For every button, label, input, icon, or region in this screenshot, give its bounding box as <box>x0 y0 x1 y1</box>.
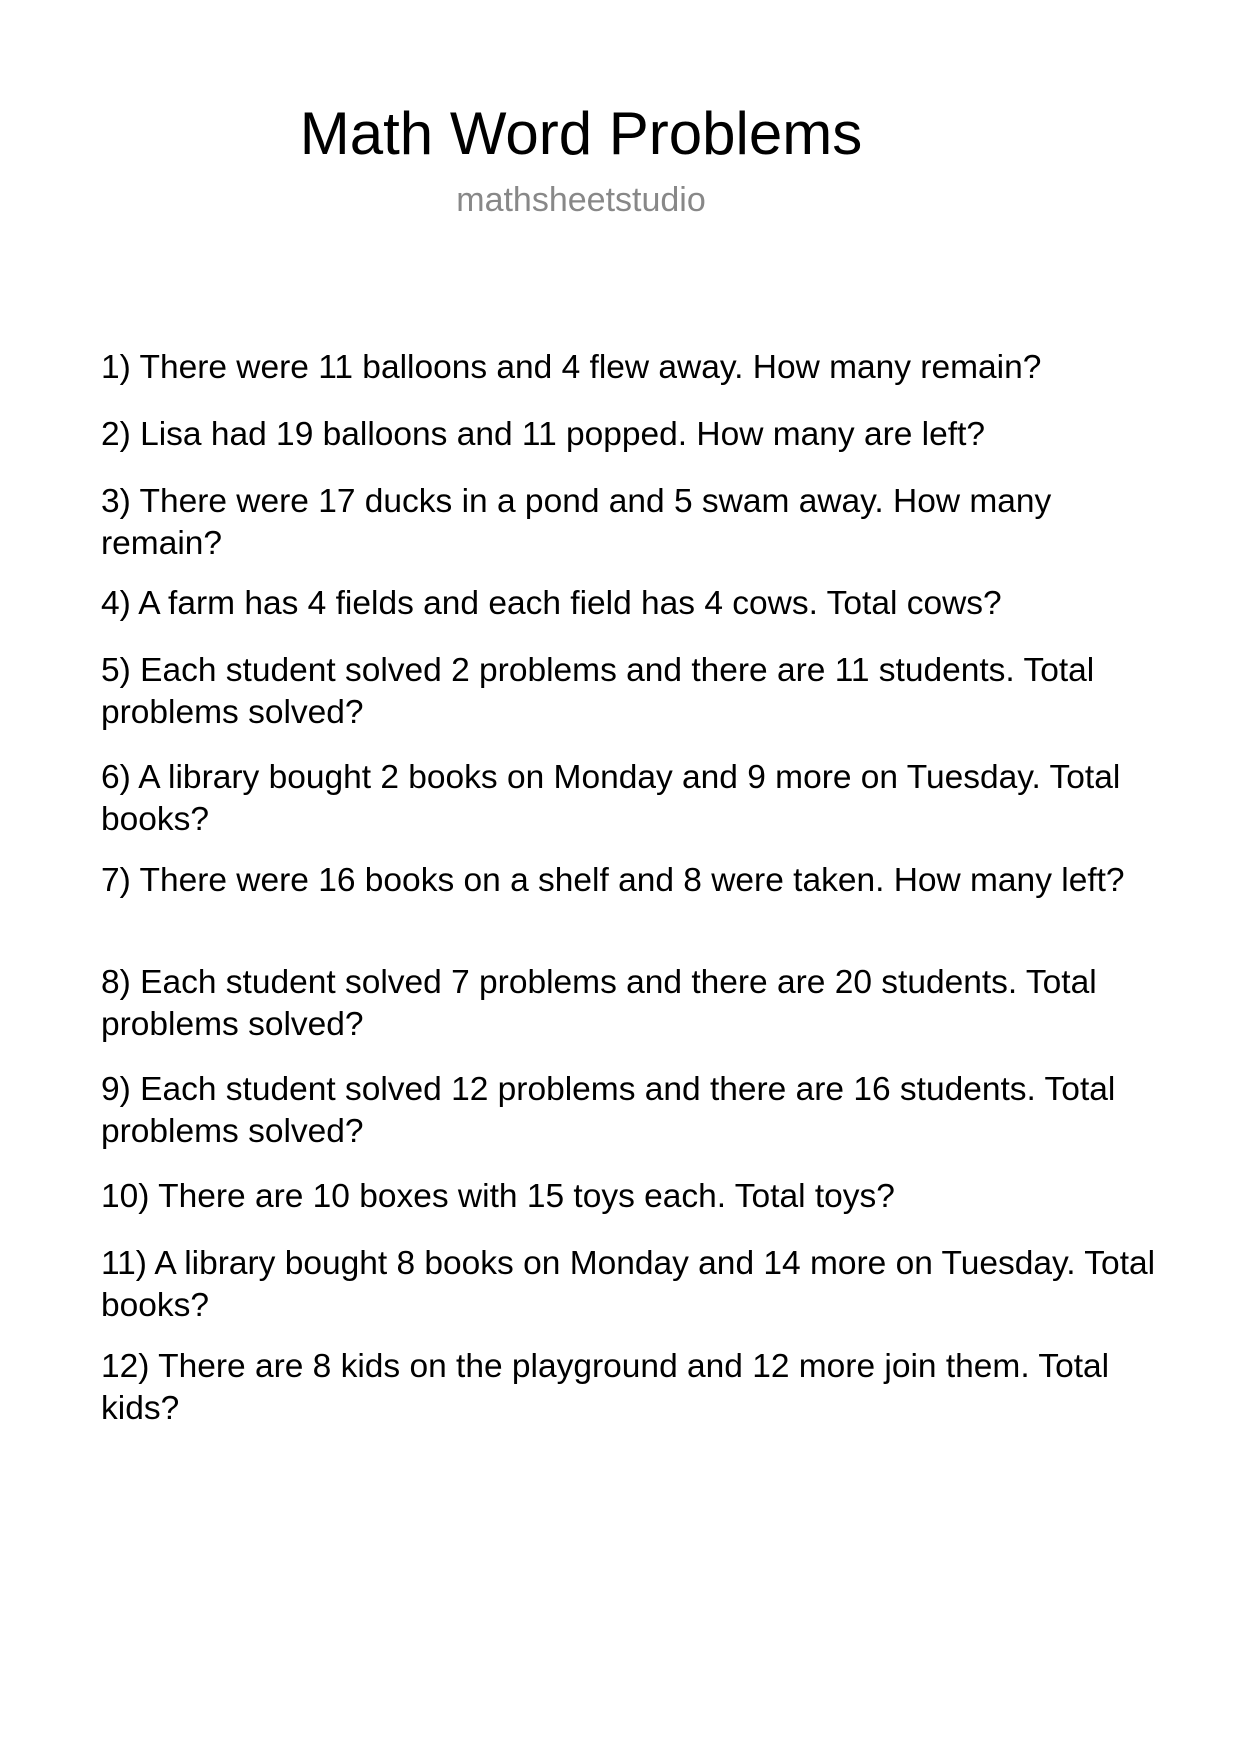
problem-8: 8) Each student solved 7 problems and there are 20 students. Total problems solved? <box>101 964 1097 1043</box>
problem-3: 3) There were 17 ducks in a pond and 5 swam away. How many remain? <box>101 483 1052 562</box>
problem-9: 9) Each student solved 12 problems and there are 16 students. Total problems solved? <box>101 1071 1116 1150</box>
problem-12: 12) There are 8 kids on the playground and 12 more join them. Total kids? <box>101 1348 1110 1427</box>
problem-6: 6) A library bought 2 books on Monday and 9 more on Tuesday. Total books? <box>101 759 1121 838</box>
publisher-name: mathsheetstudio <box>456 181 706 219</box>
problem-10: 10) There are 10 boxes with 15 toys each. Total toys? <box>101 1178 895 1215</box>
problem-4: 4) A farm has 4 fields and each field has 4 cows. Total cows? <box>101 585 1002 622</box>
page-title: Math Word Problems <box>299 100 863 167</box>
problem-1: 1) There were 11 balloons and 4 flew away. How many remain? <box>101 349 1042 386</box>
problem-5: 5) Each student solved 2 problems and there are 11 students. Total problems solved? <box>101 652 1095 731</box>
problem-7: 7) There were 16 books on a shelf and 8 were taken. How many left? <box>101 862 1125 899</box>
problem-11: 11) A library bought 8 books on Monday and 14 more on Tuesday. Total books? <box>101 1245 1156 1324</box>
problem-2: 2) Lisa had 19 balloons and 11 popped. How many are left? <box>101 416 986 453</box>
